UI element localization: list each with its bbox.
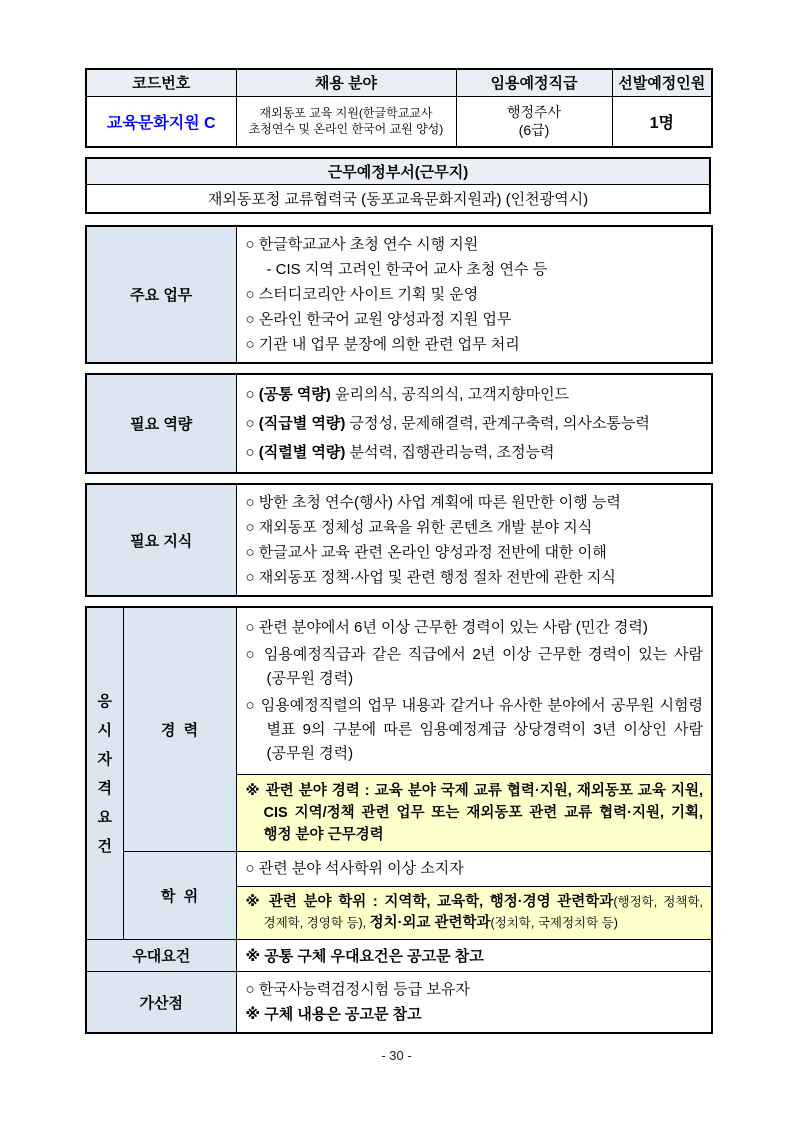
- career-item: ○ 임용예정직급과 같은 직급에서 2년 이상 근무한 경력이 있는 사람 (공무원 경력): [245, 646, 703, 687]
- duty-item: ○ 온라인 한국어 교원 양성과정 지원 업무: [245, 311, 512, 328]
- department-value: 재외동포청 교류협력국 (동포교육문화지원과) (인천광역시): [86, 184, 710, 213]
- header-code-number: 코드번호: [86, 69, 236, 96]
- qualification-vertical-label: 응시자격요건: [86, 607, 123, 940]
- knowledge-item: ○ 재외동포 정책·사업 및 관련 행정 절차 전반에 관한 지식: [245, 569, 616, 586]
- career-item: ○ 임용예정직렬의 업무 내용과 같거나 유사한 분야에서 공무원 시험령 별표 9의 구분에 따른 임용예정계급 상당경력이 3년 이상인 사람 (공무원 경력): [245, 697, 703, 762]
- header-headcount: 선발예정인원: [612, 69, 712, 96]
- competency-item: ○ (공통 역량) 윤리의식, 공직의식, 고객지향마인드: [245, 386, 570, 403]
- degree-label: 학 위: [123, 852, 236, 940]
- career-item: ○ 관련 분야에서 6년 이상 근무한 경력이 있는 사람 (민간 경력): [245, 619, 648, 636]
- headcount-value: 1명: [612, 96, 712, 147]
- bonus-label: 가산점: [86, 972, 236, 1034]
- competency-item: ○ (직렬별 역량) 분석력, 집행관리능력, 조정능력: [245, 444, 555, 461]
- duty-item: ○ 한글학교교사 초청 연수 시행 지원: [245, 236, 479, 253]
- career-content: [236, 607, 712, 775]
- duties-content: [236, 226, 712, 363]
- department-header: 근무예정부서(근무지): [86, 158, 710, 184]
- duty-item: ○ 스터디코리안 사이트 기획 및 운영: [245, 286, 479, 303]
- competency-content: [236, 374, 712, 473]
- duty-item: ○ 기관 내 업무 분장에 의한 관련 업무 처리: [245, 336, 520, 353]
- header-expected-grade: 임용예정직급: [456, 69, 612, 96]
- career-note: ※ 관련 분야 경력 : 교육 분야 국제 교류 협력·지원, 재외동포 교육 지원, CIS 지역/정책 관련 업무 또는 재외동포 관련 교류 협력·지원, 기획, 행정 분야 근무경력: [236, 775, 712, 852]
- bonus-item: ○ 한국사능력검정시험 등급 보유자: [245, 981, 470, 998]
- header-recruit-field: 채용 분야: [236, 69, 456, 96]
- position-table-data-row: [86, 96, 712, 147]
- preferred-content: ※ 공통 구체 우대요건은 공고문 참고: [236, 940, 712, 972]
- position-table: [85, 68, 713, 148]
- competency-table: [85, 373, 713, 474]
- recruit-field-value: [236, 96, 456, 147]
- page-number: - 30 -: [381, 1048, 412, 1063]
- recruit-field-line2: 초청연수 및 온라인 한국어 교원 양성): [248, 122, 444, 137]
- duty-subitem: - CIS 지역 고려인 한국어 교사 초청 연수 등: [266, 261, 548, 278]
- recruit-field-line1: 재외동포 교육 지원(한글학교교사: [259, 106, 433, 121]
- document-page: [85, 68, 711, 1034]
- bonus-content: [236, 972, 712, 1034]
- qualification-table: [85, 606, 713, 1034]
- career-label: 경 력: [123, 607, 236, 852]
- degree-content: [236, 852, 712, 887]
- competency-label: 필요 역량: [86, 374, 236, 473]
- code-number-value: 교육문화지원 C: [86, 96, 236, 147]
- duties-table: [85, 225, 713, 364]
- degree-item: ○ 관련 분야 석사학위 이상 소지자: [245, 860, 464, 877]
- knowledge-item: ○ 방한 초청 연수(행사) 사업 계획에 따른 원만한 이행 능력: [245, 494, 621, 511]
- degree-note: ※ 관련 분야 학위 : 지역학, 교육학, 행정·경영 관련학과(행정학, 정책학, 경제학, 경영학 등), 정치·외교 관련학과(정치학, 국제정치학 등): [236, 887, 712, 940]
- grade-line1: 행정주사: [506, 104, 562, 121]
- expected-grade-value: [456, 96, 612, 147]
- grade-line2: (6급): [518, 122, 550, 139]
- knowledge-item: ○ 한글교사 교육 관련 온라인 양성과정 전반에 대한 이해: [245, 544, 607, 561]
- department-table: [85, 157, 711, 214]
- bonus-note: ※ 구체 내용은 공고문 참고: [245, 1006, 422, 1023]
- preferred-label: 우대요건: [86, 940, 236, 972]
- knowledge-content: [236, 484, 712, 596]
- knowledge-item: ○ 재외동포 정체성 교육을 위한 콘텐츠 개발 분야 지식: [245, 519, 593, 536]
- competency-item: ○ (직급별 역량) 긍정성, 문제해결력, 관계구축력, 의사소통능력: [245, 415, 650, 432]
- knowledge-table: [85, 483, 713, 597]
- knowledge-label: 필요 지식: [86, 484, 236, 596]
- duties-label: 주요 업무: [86, 226, 236, 363]
- position-table-header-row: [86, 69, 712, 96]
